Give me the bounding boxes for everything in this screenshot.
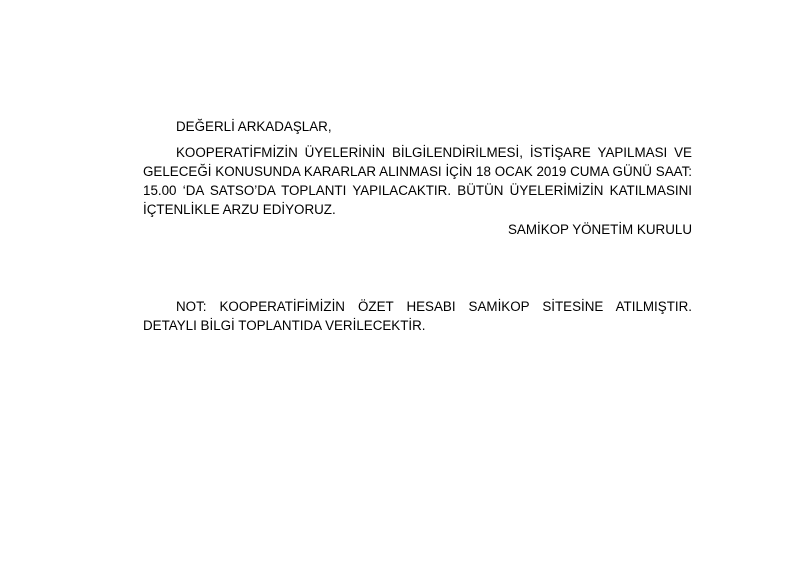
letter-body: KOOPERATİFMİZİN ÜYELERİNİN BİLGİLENDİRİLMESİ, İSTİŞARE YAPILMASI VE GELECEĞİ KONUSUNDA KARARLAR ALINMASI İÇİN 18 OCAK 2019 CUMA GÜNÜ SAAT: 15.00 ‘DA SATSO’DA TOPLANTI YAPILACAKTIR. BÜTÜN ÜYELERİMİZİN KATILMASINI İÇTENLİKLE ARZU EDİYORUZ. xyxy=(143,145,692,217)
letter-signature: SAMİKOP YÖNETİM KURULU xyxy=(507,222,692,237)
letter-salutation: DEĞERLİ ARKADAŞLAR, xyxy=(176,119,332,134)
letter-note: NOT: KOOPERATİFİMİZİN ÖZET HESABI SAMİKOP SİTESİNE ATILMIŞTIR. DETAYLI BİLGİ TOPLANTIDA VERİLECEKTİR. xyxy=(143,299,692,333)
